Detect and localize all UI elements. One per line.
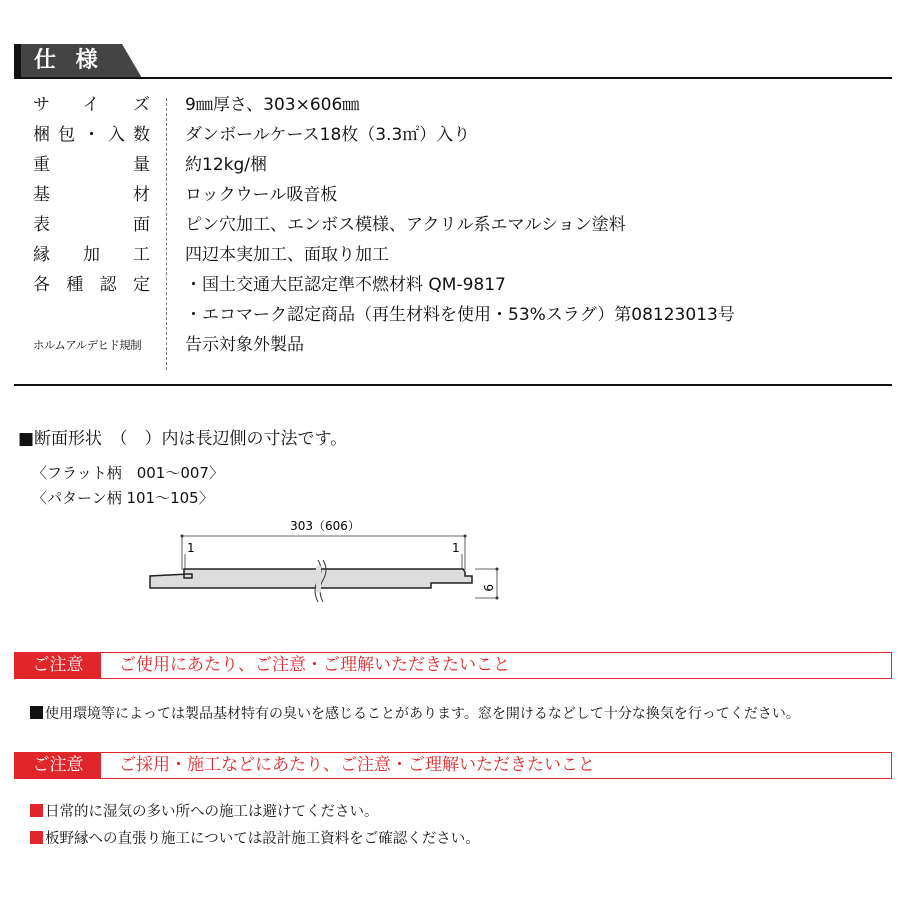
note-text: 板野縁への直張り施工については設計施工資料をご確認ください。 [45,831,480,847]
pattern-pattern: 〈パターン柄 101～105〉 [32,489,214,507]
dimension-width: 303（606） [290,519,360,533]
caution-bar-usage [14,652,892,679]
caution-note [30,827,480,848]
column-separator [166,98,167,370]
spec-value: ダンボールケース18枚（3.3㎡）入り [185,125,471,145]
spec-value: 告示対象外製品 [185,335,304,355]
spec-label: 重量 [33,155,150,175]
caution-note [30,703,800,723]
spec-label: ホルムアルデヒド規制 [33,338,142,352]
dimension-thickness: 9 [481,584,495,592]
spec-value: ピン穴加工、エンボス模様、アクリル系エマルション塗料 [185,215,626,235]
spec-value: 四辺本実加工、面取り加工 [185,245,389,265]
caution-note [30,800,379,821]
caution-bar-installation [14,752,892,779]
divider [14,384,892,386]
square-bullet-icon [30,831,43,844]
divider [14,77,892,79]
spec-value: ・国土交通大臣認定準不燃材料 QM-9817 [185,275,506,295]
spec-value: 約12kg/梱 [185,155,267,175]
spec-label: サイズ [33,95,150,115]
spec-value: ・エコマーク認定商品（再生材料を使用・53%スラグ）第08123013号 [185,305,735,325]
note-text: 日常的に湿気の多い所への施工は避けてください。 [45,804,379,820]
spec-label: 梱包・入数 [33,125,150,145]
dimension-right: 1 [452,541,460,555]
note-text: 使用環境等によっては製品基材特有の臭いを感じることがあります。窓を開けるなどして十分な換気を行ってください。 [45,706,800,722]
spec-label: 表面 [33,215,150,235]
section-title: 仕 様 [34,48,104,73]
caution-tag: ご注意 [15,753,101,778]
spec-value: 9㎜厚さ、303×606㎜ [185,95,360,115]
spec-label: 縁加工 [33,245,150,265]
caution-tag: ご注意 [15,653,101,678]
spec-value: ロックウール吸音板 [185,185,338,205]
spec-label: 基材 [33,185,150,205]
square-bullet-icon [30,706,43,719]
pattern-flat: 〈フラット柄 001～007〉 [32,464,224,482]
square-bullet-icon [30,804,43,817]
caution-title: ご使用にあたり、ご注意・ご理解いただきたいこと [119,655,510,675]
caution-title: ご採用・施工などにあたり、ご注意・ご理解いただきたいこと [119,755,595,775]
cross-section-diagram [120,510,520,620]
dimension-left: 1 [187,541,195,555]
board-profile [150,569,472,588]
spec-label: 各種認定 [33,275,150,295]
cross-section-heading: ■断面形状 （ ）内は長辺側の寸法です。 [18,429,348,449]
